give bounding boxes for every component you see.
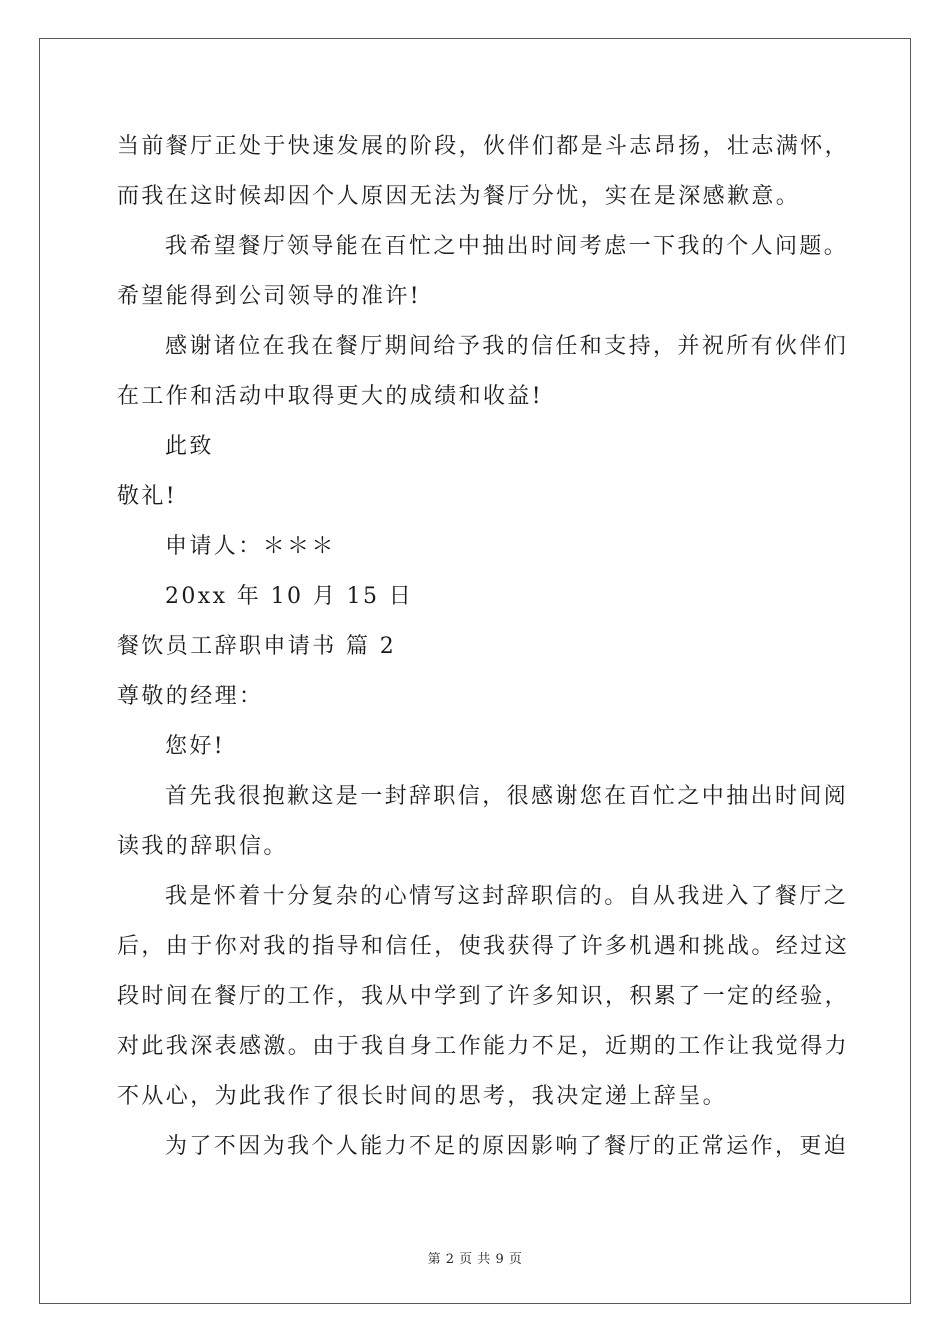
text-line: 段时间在餐厅的工作，我从中学到了许多知识，积累了一定的经验， <box>117 984 850 1009</box>
text-line: 我希望餐厅领导能在百忙之中抽出时间考虑一下我的个人问题。 <box>165 234 849 259</box>
text-line: 对此我深表感激。由于我自身工作能力不足，近期的工作让我觉得力 <box>117 1034 850 1059</box>
section-heading: 餐饮员工辞职申请书 篇 2 <box>117 634 397 659</box>
text-line: 读我的辞职信。 <box>117 834 288 859</box>
text-line: 后，由于你对我的指导和信任，使我获得了许多机遇和挑战。经过这 <box>117 934 850 959</box>
letter-greeting: 尊敬的经理： <box>117 684 264 709</box>
letter-date: 20xx 年 10 月 15 日 <box>165 584 414 609</box>
text-line: 我是怀着十分复杂的心情写这封辞职信的。自从我进入了餐厅之 <box>165 884 849 909</box>
closing-regards: 敬礼! <box>117 484 178 509</box>
text-line: 感谢诸位在我在餐厅期间给予我的信任和支持，并祝所有伙伴们 <box>165 334 849 359</box>
closing-salutation: 此致 <box>165 434 214 459</box>
text-line: 在工作和活动中取得更大的成绩和收益! <box>117 384 544 409</box>
document-body <box>117 122 850 1172</box>
text-line: 不从心，为此我作了很长时间的思考，我决定递上辞呈。 <box>117 1084 728 1109</box>
text-line: 希望能得到公司领导的准许! <box>117 284 422 309</box>
text-line: 而我在这时候却因个人原因无法为餐厅分忧，实在是深感歉意。 <box>117 184 801 209</box>
page-number-footer: 第 2 页 共 9 页 <box>427 1252 523 1267</box>
text-line: 首先我很抱歉这是一封辞职信，很感谢您在百忙之中抽出时间阅 <box>165 784 849 809</box>
text-line: 您好! <box>165 734 226 759</box>
text-line: 为了不因为我个人能力不足的原因影响了餐厅的正常运作，更迫 <box>165 1134 849 1159</box>
applicant-signature: 申请人：＊＊＊ <box>165 534 336 559</box>
text-line: 当前餐厅正处于快速发展的阶段，伙伴们都是斗志昂扬，壮志满怀， <box>117 134 850 159</box>
